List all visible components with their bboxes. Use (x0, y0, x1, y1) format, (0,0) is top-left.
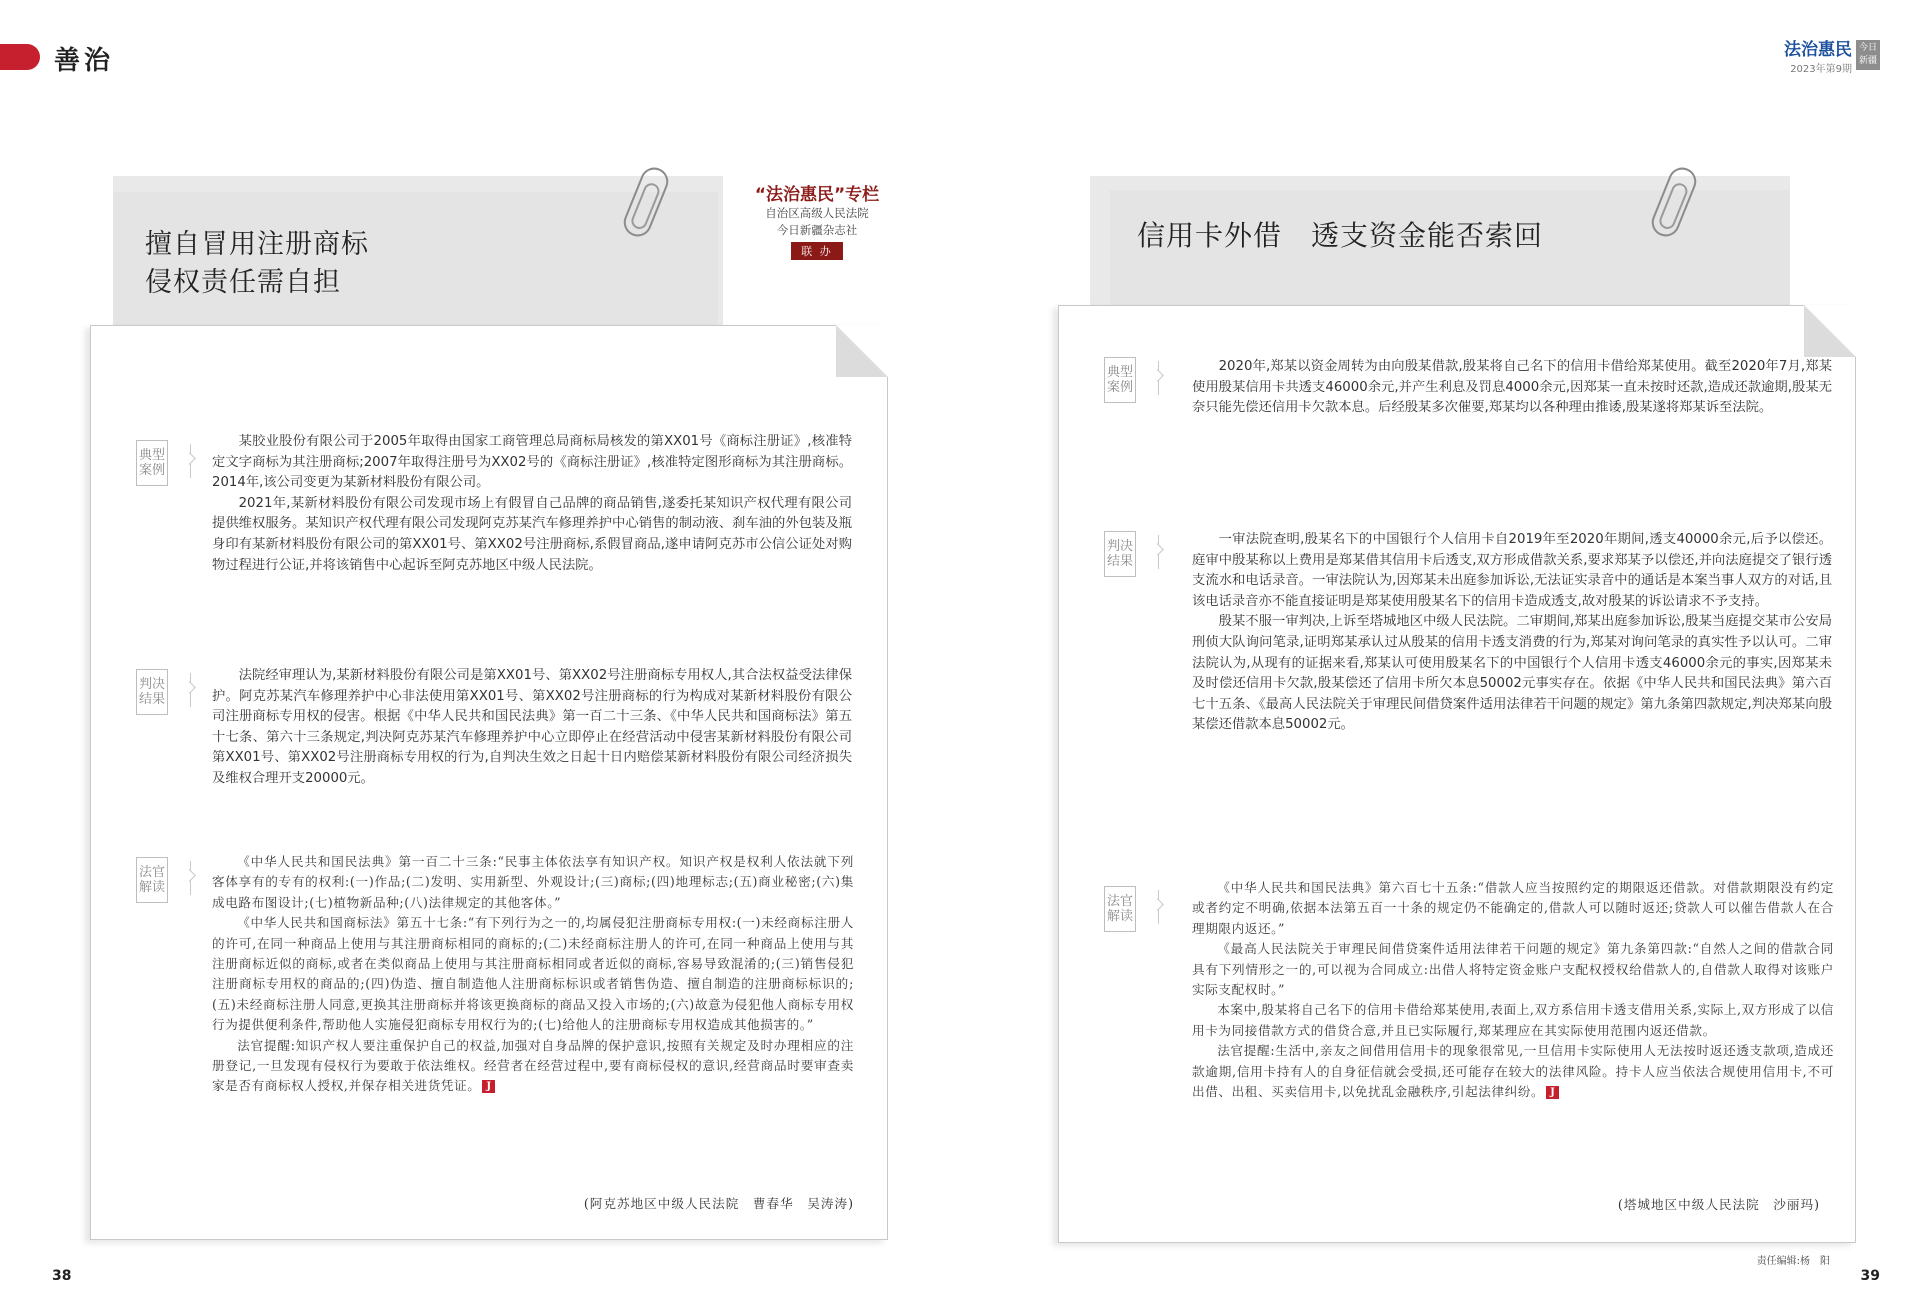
paragraph: 《中华人民共和国商标法》第五十七条:“有下列行为之一的,均属侵犯注册商标专用权:(一)未经商标注册人的许可,在同一种商品上使用与其注册商标相同的商标的;(二)未经商标注册人的许可,在同一种商品上使用与其注册商标近似的商标,或者在类似商品上使用与其注册商标相同或者近似的商标,容易导致混淆的;(三)销售侵犯注册商标专用权的商品的;(四)伪造、擅自制造他人注册商标标识或者销售伪造、擅自制造的注册商标标识的;(五)未经商标注册人同意,更换其注册商标并将该更换商标的商品又投入市场的;(六)故意为侵犯他人商标专用权行为提供便利条件,帮助他人实施侵犯商标专用权行为的;(七)给他人的注册商标专用权造成其他损害的。” (212, 915, 854, 1033)
column-badge: 联 办 (791, 242, 843, 260)
right-judgment-text (1192, 530, 1832, 736)
tag-divider (1158, 535, 1170, 569)
paragraph (212, 1036, 854, 1097)
end-mark-icon: J (482, 1080, 495, 1093)
responsible-editor: 责任编辑:杨 阳 (1756, 1256, 1830, 1267)
column-org-2: 今日新疆杂志社 (776, 223, 858, 237)
tag-judgment: 判决结果 (1104, 531, 1136, 577)
left-title-line-1: 擅自冒用注册商标 (145, 229, 369, 260)
magazine-logo: 今日新疆 (1856, 40, 1880, 70)
left-judgment-text (212, 666, 852, 790)
tag-divider (1158, 361, 1170, 395)
paragraph: 本案中,殷某将自己名下的信用卡借给郑某使用,表面上,双方系信用卡透支借用关系,实际上,双方形成了以信用卡为同接借款方式的借贷合意,并且已实际履行,郑某理应在其实际使用范围内返还借款。 (1192, 1002, 1834, 1038)
section-marker (0, 44, 40, 70)
paragraph (1192, 1041, 1834, 1102)
right-article-title: 信用卡外借 透支资金能否索回 (1137, 219, 1544, 252)
paragraph: 殷某不服一审判决,上诉至塔城地区中级人民法院。二审期间,郑某出庭参加诉讼,殷某当庭提交某市公安局刑侦大队询问笔录,证明郑某承认过从殷某的信用卡透支消费的行为,郑某对询问笔录的真实性予以认可。二审法院认为,从现有的证据来看,郑某认可使用殷某名下的中国银行个人信用卡透支46000余元的事实,因郑某未及时偿还信用卡欠款,殷某偿还了信用卡所欠本息50002元事实存在。依据《中华人民共和国民法典》第六百七十五条、《最高人民法院关于审理民间借贷案件适用法律若干问题的规定》第九条第四款规定,判决郑某向殷某偿还借款本息50002元。 (1192, 614, 1832, 733)
paragraph: 某胶业股份有限公司于2005年取得由国家工商管理总局商标局核发的第XX01号《商标注册证》,核准特定文字商标为其注册商标;2007年取得注册号为XX02号的《商标注册证》,核准特定图形商标为其注册商标。2014年,该公司变更为某新材料股份有限公司。 (212, 434, 852, 491)
tag-divider (190, 673, 202, 707)
magazine-issue: 2023年第9期 (1790, 64, 1852, 75)
tag-divider (1158, 890, 1170, 924)
tag-judgment: 判决结果 (136, 669, 168, 715)
tag-divider (190, 861, 202, 895)
page-number-left: 38 (52, 1268, 72, 1284)
paragraph-text: 法官提醒:知识产权人要注重保护自己的权益,加强对自身品牌的保护意识,按照有关规定及时办理相应的注册登记,一旦发现有侵权行为要敢于依法维权。经营者在经营过程中,要有商标侵权的意识,经营商品时要审查卖家是否有商标权人授权,并保存相关进货凭证。 (212, 1037, 854, 1094)
paragraph: 一审法院查明,殷某名下的中国银行个人信用卡自2019年至2020年期间,透支40000余元,后予以偿还。庭审中殷某称以上费用是郑某借其信用卡后透支,双方形成借款关系,要求郑某予以偿还,并向法庭提交了银行透支流水和电话录音。一审法院认为,因郑某未出庭参加诉讼,无法证实录音中的通话是本案当事人双方的对话,且该电话录音亦不能直接证明是郑某使用殷某名下的信用卡造成透支,故对殷某的诉讼请求不予支持。 (1192, 532, 1832, 609)
tag-typical-case: 典型案例 (1104, 357, 1136, 403)
tag-interpretation: 法官解读 (136, 857, 168, 903)
left-case-text (212, 432, 852, 576)
page-fold (836, 325, 888, 377)
left-article-title (145, 226, 369, 302)
magazine-title: 法治惠民 (1784, 40, 1852, 60)
right-interpret-text (1192, 878, 1834, 1102)
tag-interpretation: 法官解读 (1104, 886, 1136, 932)
paragraph: 《中华人民共和国民法典》第六百七十五条:“借款人应当按照约定的期限返还借款。对借款期限没有约定或者约定不明确,依据本法第五百一十条的规定仍不能确定的,借款人可以随时返还;贷款人可以催告借款人在合理期限内返还。” (1192, 880, 1834, 936)
paragraph: 《中华人民共和国民法典》第一百二十三条:“民事主体依法享有知识产权。知识产权是权利人依法就下列客体享有的专有的权利:(一)作品;(二)发明、实用新型、外观设计;(三)商标;(四)地理标志;(五)商业秘密;(六)集成电路布图设计;(七)植物新品种;(八)法律规定的其他客体。” (212, 854, 854, 910)
left-signature: (阿克苏地区中级人民法院 曹春华 吴涛涛) (583, 1196, 854, 1211)
end-mark-icon: J (1546, 1086, 1559, 1099)
paragraph: 法院经审理认为,某新材料股份有限公司是第XX01号、第XX02号注册商标专用权人,其合法权益受法律保护。阿克苏某汽车修理养护中心非法使用第XX01号、第XX02号注册商标的行为构成对某新材料股份有限公司注册商标专用权的侵害。根据《中华人民共和国民法典》第一百二十三条、《中华人民共和国商标法》第五十七条、第六十三条规定,判决阿克苏某汽车修理养护中心立即停止在经营活动中侵害某新材料股份有限公司第XX01号、第XX02号注册商标专用权的行为,自判决生效之日起十日内赔偿某新材料股份有限公司经济损失及维权合理开支20000元。 (212, 668, 852, 786)
paragraph: 2020年,郑某以资金周转为由向殷某借款,殷某将自己名下的信用卡借给郑某使用。截至2020年7月,郑某使用殷某信用卡共透支46000余元,并产生利息及罚息4000余元,因郑某一直未按时还款,造成还款逾期,殷某无奈只能先偿还信用卡欠款本息。后经殷某多次催要,郑某均以各种理由推诿,殷某遂将郑某诉至法院。 (1192, 359, 1832, 416)
column-info (742, 180, 892, 260)
left-interpret-text (212, 852, 854, 1097)
page-number-right: 39 (1860, 1268, 1880, 1284)
left-title-line-2: 侵权责任需自担 (145, 267, 341, 298)
right-signature: (塔城地区中级人民法院 沙丽玛) (1617, 1197, 1820, 1212)
section-title: 善治 (54, 46, 115, 76)
paragraph: 《最高人民法院关于审理民间借贷案件适用法律若干问题的规定》第九条第四款:“自然人之间的借款合同具有下列情形之一的,可以视为合同成立:出借人将特定资金账户支配权授权给借款人的,自借款人取得对该账户实际支配权时。” (1192, 941, 1834, 998)
paragraph-text: 法官提醒:生活中,亲友之间借用信用卡的现象很常见,一旦信用卡实际使用人无法按时返还透支款项,造成还款逾期,信用卡持有人的自身征信就会受损,还可能存在较大的法律风险。持卡人应当依法合规使用信用卡,不可出借、出租、买卖信用卡,以免扰乱金融秩序,引起法律纠纷。 (1192, 1043, 1834, 1100)
page-fold (1804, 305, 1856, 357)
tag-typical-case: 典型案例 (136, 440, 168, 486)
column-name: “法治惠民”专栏 (754, 185, 880, 205)
column-org-1: 自治区高级人民法院 (765, 206, 869, 220)
right-case-text (1192, 357, 1832, 419)
tag-divider (190, 444, 202, 478)
paragraph: 2021年,某新材料股份有限公司发现市场上有假冒自己品牌的商品销售,遂委托某知识产权代理有限公司提供维权服务。某知识产权代理有限公司发现阿克苏某汽车修理养护中心销售的制动液、刹车油的外包装及瓶身印有某新材料股份有限公司的第XX01号、第XX02号注册商标,系假冒商品,遂申请阿克苏市公信公证处对购物过程进行公证,并将该销售中心起诉至阿克苏地区中级人民法院。 (212, 495, 852, 573)
magazine-header (1784, 40, 1880, 75)
